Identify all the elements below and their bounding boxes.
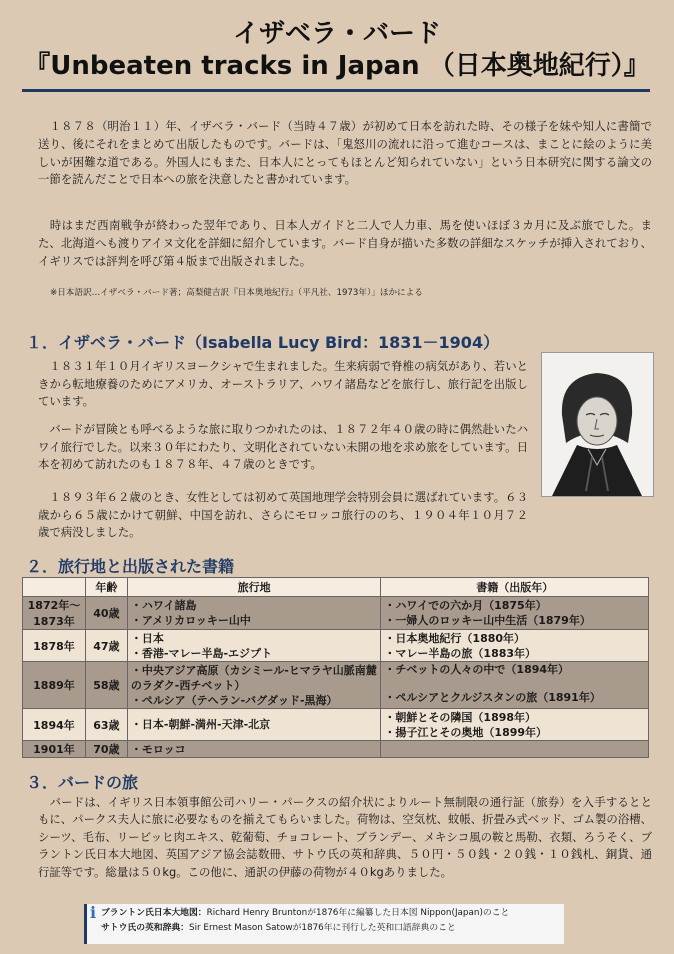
year-cell: 1889年 bbox=[23, 662, 86, 709]
section1-heading: １．イザベラ・バード（Isabella Lucy Bird：1831－1904） bbox=[26, 333, 500, 352]
translation-note: ※日本語訳…イザベラ・バード著；高梨健吉訳『日本奥地紀行』（平凡社、1973年）」ほかによる bbox=[50, 288, 423, 298]
books-cell: ・日本奥地紀行（1880年） ・マレー半島の旅（1883年） bbox=[381, 630, 649, 662]
section3-paragraph: バードは、イギリス日本領事館公司ハリー・パークスの紹介状によりルート無制限の通行証（旅券）を入手するとともに、パークス夫人に旅に必要なものを揃えてもらいました。荷物は、空気枕、蚊帳、折畳み式ベッド、ゴム製の浴槽、シーツ、毛布、リービッヒ肉エキス、乾葡萄、チョコレート、ブランデー、メキシコ風の鞍と馬勒、衣類、ろうそく、ブラントン氏日本大地図、英国アジア協会誌数冊、サトウ氏の英和辞典、５０円・５０銭・２０銭・１０銭札、銅貨、通行証等です。総量は５０kg。この他に、通訳の伊藤の荷物が４０kgありました。 bbox=[38, 795, 652, 879]
section2-heading: ２．旅行地と出版された書籍 bbox=[26, 557, 235, 576]
books-cell bbox=[381, 741, 649, 758]
places-cell: ・日本 ・香港-マレー半島-エジプト bbox=[127, 630, 381, 662]
footnote-text: Sir Ernest Mason Satowが1876年に刊行した英和口語辞典のこと bbox=[188, 923, 456, 933]
title-line1: イザベラ・バード bbox=[232, 19, 441, 49]
title-divider bbox=[22, 89, 650, 92]
section1-paragraph-1: １８３１年１０月イギリスヨークシャで生まれました。生来病弱で脊椎の病気があり、若いときから転地療養のためにアメリカ、オーストラリア、ハワイ諸島などを旅行し、旅行記を出版しています。 bbox=[38, 359, 528, 409]
section1-paragraph-3: １８９３年６２歳のとき、女性としては初めて英国地理学会特別会員に選ばれています。６３歳から６５歳にかけて朝鮮、中国を訪れ、さらにモロッコ旅行ののち、１９０４年１０月７２歳で病没しました。 bbox=[38, 490, 528, 540]
column-header: 旅行地 bbox=[127, 578, 381, 597]
table-row bbox=[23, 630, 649, 662]
table-row bbox=[23, 662, 649, 709]
year-cell: 1878年 bbox=[23, 630, 86, 662]
travel-table bbox=[22, 577, 649, 758]
footnote-line-2 bbox=[101, 921, 558, 936]
footnote-box bbox=[84, 904, 564, 944]
info-icon: i bbox=[90, 903, 97, 922]
table-row bbox=[23, 709, 649, 741]
places-cell: ・中央アジア高原（カシミール-ヒマラヤ山脈南麓のラダク-西チベット） ・ペルシア（テヘラン-バグダッド-黒海） bbox=[127, 662, 381, 709]
title-line2: 『Unbeaten tracks in Japan （日本奥地紀行）』 bbox=[24, 51, 650, 81]
year-cell: 1872年～1873年 bbox=[23, 597, 86, 630]
age-cell: 58歳 bbox=[85, 662, 127, 709]
portrait-image bbox=[541, 352, 654, 497]
section1-paragraph-2: バードが冒険とも呼べるような旅に取りつかれたのは、１８７２年４０歳の時に偶然赴いたハワイ旅行でした。以来３０年にわたり、文明化されていない未開の地を求め旅をしています。日本を初めて訪れたのも１８７８年、４７歳のときです。 bbox=[38, 422, 528, 472]
age-cell: 63歳 bbox=[85, 709, 127, 741]
footnote-term: ブラントン氏日本大地図： bbox=[101, 908, 207, 918]
books-cell: ・朝鮮とその隣国（1898年） ・揚子江とその奥地（1899年） bbox=[381, 709, 649, 741]
table-row bbox=[23, 741, 649, 758]
footnote-line-1 bbox=[101, 906, 558, 921]
intro-paragraph-1: １８７８（明治１１）年、イザベラ・バード（当時４７歳）が初めて日本を訪れた時、その様子を妹や知人に書簡で送り、後にそれをまとめて出版したものです。バードは、「鬼怒川の流れに沿って進むコースは、まことに絵のように美しいが困難な道である。外国人にもまた、日本人にとってもほとんど知られていない」という日本研究に関する論文の一節を読んだことで日本への旅を決意したと書かれています。 bbox=[38, 119, 652, 187]
places-cell: ・日本-朝鮮-満州-天津-北京 bbox=[127, 709, 381, 741]
footnote-term: サトウ氏の英和辞典： bbox=[101, 923, 189, 933]
column-header: 書籍（出版年） bbox=[381, 578, 649, 597]
places-cell: ・ハワイ諸島 ・アメリカロッキー山中 bbox=[127, 597, 381, 630]
places-cell: ・モロッコ bbox=[127, 741, 381, 758]
age-cell: 47歳 bbox=[85, 630, 127, 662]
section3-heading: ３．バードの旅 bbox=[26, 773, 139, 792]
books-cell: ・ハワイでの六か月（1875年） ・一婦人のロッキー山中生活（1879年） bbox=[381, 597, 649, 630]
intro-paragraph-2: 時はまだ西南戦争が終わった翌年であり、日本人ガイドと二人で人力車、馬を使いほぼ３カ月に及ぶ旅でした。また、北海道へも渡りアイヌ文化を詳細に紹介しています。バード自身が描いた多数の詳細なスケッチが挿入されており、イギリスでは評判を呼び第４版まで出版されました。 bbox=[38, 218, 652, 268]
footnote-text: Richard Henry Bruntonが1876年に編纂した日本図 Nippon(Japan)のこと bbox=[206, 908, 510, 918]
table-row bbox=[23, 597, 649, 630]
column-header: 年齢 bbox=[85, 578, 127, 597]
page-title bbox=[0, 18, 674, 82]
table-header-row bbox=[23, 578, 649, 597]
year-cell: 1894年 bbox=[23, 709, 86, 741]
year-cell: 1901年 bbox=[23, 741, 86, 758]
column-header bbox=[23, 578, 86, 597]
books-cell: ・チベットの人々の中で（1894年） ・ペルシアとクルジスタンの旅（1891年） bbox=[381, 662, 649, 709]
age-cell: 70歳 bbox=[85, 741, 127, 758]
age-cell: 40歳 bbox=[85, 597, 127, 630]
